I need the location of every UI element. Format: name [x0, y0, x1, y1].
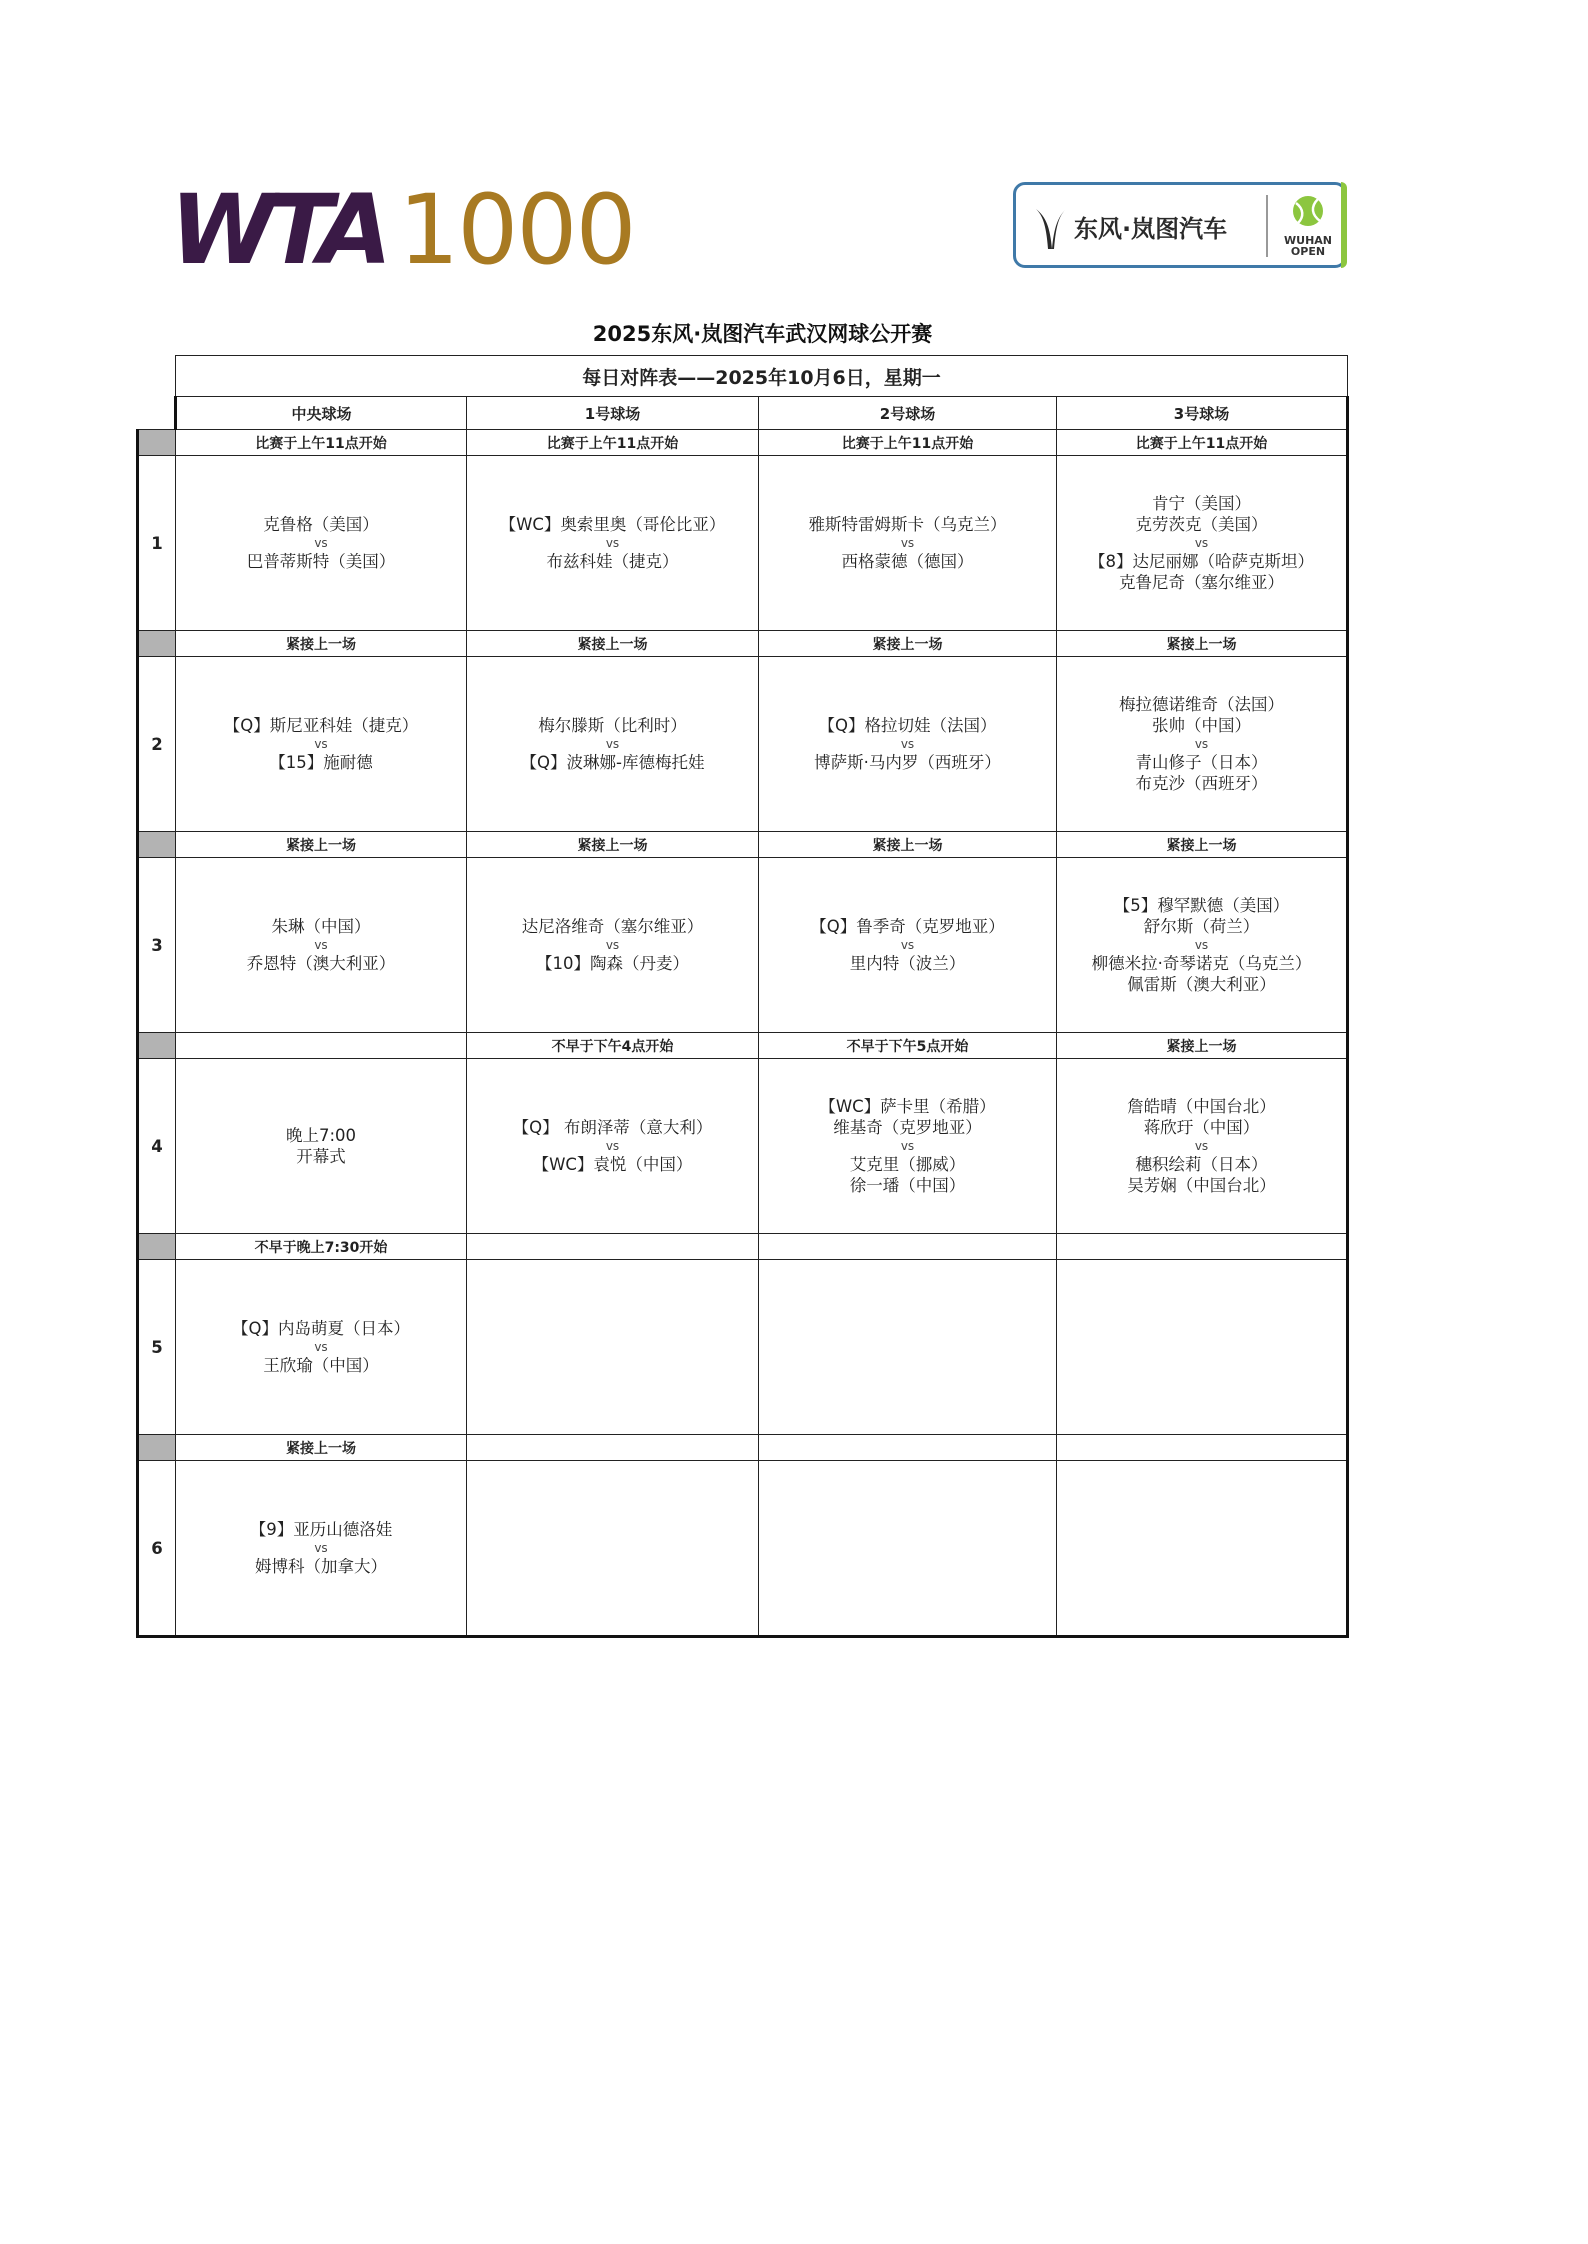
- player-name: 【Q】 布朗泽蒂（意大利）: [512, 1118, 713, 1137]
- vs-label: vs: [605, 536, 620, 550]
- court-header-row: [138, 397, 1348, 430]
- match-cell-3: [1057, 456, 1348, 631]
- start-time-2: [759, 1435, 1057, 1461]
- vs-label: vs: [605, 938, 620, 952]
- player-name: 【15】施耐德: [269, 753, 373, 772]
- time-row: [138, 631, 1348, 657]
- match-cell-centre: [176, 456, 467, 631]
- court-header-1: 1号球场: [467, 397, 759, 430]
- player-name: 【8】达尼丽娜（哈萨克斯坦）: [1089, 552, 1314, 571]
- vs-label: vs: [900, 737, 915, 751]
- vs-label: vs: [900, 938, 915, 952]
- start-time-3: 紧接上一场: [1057, 832, 1348, 858]
- match-cell-2: [759, 1260, 1057, 1435]
- match-order-number: 5: [138, 1260, 176, 1435]
- player-name: 晚上7:00: [285, 1126, 357, 1145]
- gray-index-cell: [138, 1234, 176, 1260]
- time-row: [138, 430, 1348, 456]
- start-time-centre: 紧接上一场: [176, 631, 467, 657]
- logo-1000-text: 1000: [398, 174, 635, 286]
- player-name: 里内特（波兰）: [849, 954, 966, 973]
- time-row: [138, 1234, 1348, 1260]
- player-name: 徐一璠（中国）: [849, 1176, 966, 1195]
- start-time-3: 紧接上一场: [1057, 631, 1348, 657]
- sponsor-divider: [1266, 195, 1268, 257]
- start-time-2: [759, 1234, 1057, 1260]
- vs-label: vs: [314, 536, 328, 550]
- vs-label: vs: [314, 1340, 328, 1354]
- match-cell-centre: [176, 657, 467, 832]
- player-name: 克鲁格（美国）: [263, 515, 379, 534]
- match-order-number: 6: [138, 1461, 176, 1637]
- court-header-2: 2号球场: [759, 397, 1057, 430]
- player-name: 青山修子（日本）: [1135, 753, 1268, 772]
- player-name: 克鲁尼奇（塞尔维亚）: [1119, 573, 1284, 592]
- open-text: OPEN: [1290, 245, 1326, 258]
- player-name: 克劳茨克（美国）: [1135, 515, 1268, 534]
- time-row: [138, 1033, 1348, 1059]
- player-name: 吴芳娴（中国台北）: [1127, 1176, 1276, 1195]
- start-time-centre: 紧接上一场: [176, 832, 467, 858]
- event-title: 2025东风·岚图汽车武汉网球公开赛: [592, 322, 933, 346]
- match-order-number: 2: [138, 657, 176, 832]
- match-cell-2: [759, 456, 1057, 631]
- match-cell-1: [467, 456, 759, 631]
- gray-index-cell: [138, 832, 176, 858]
- player-name: 博萨斯·马内罗（西班牙）: [814, 753, 1001, 772]
- start-time-3: [1057, 1234, 1348, 1260]
- match-row: [138, 456, 1348, 631]
- player-name: 姆博科（加拿大）: [255, 1557, 387, 1576]
- player-name: 艾克里（挪威）: [849, 1155, 966, 1174]
- match-order-number: 3: [138, 858, 176, 1033]
- sponsor-accent-bar: [1341, 182, 1347, 268]
- match-cell-1: [467, 858, 759, 1033]
- start-time-1: [467, 1435, 759, 1461]
- player-name: 【WC】萨卡里（希腊）: [819, 1097, 996, 1116]
- match-cell-3: [1057, 657, 1348, 832]
- start-time-2: 不早于下午5点开始: [759, 1033, 1057, 1059]
- gray-index-cell: [138, 430, 176, 456]
- vs-label: vs: [1194, 1139, 1209, 1153]
- court-header-centre: 中央球场: [176, 397, 467, 430]
- player-name: 朱琳（中国）: [271, 917, 371, 936]
- player-name: 张帅（中国）: [1152, 716, 1251, 735]
- match-row: [138, 657, 1348, 832]
- player-name: 舒尔斯（荷兰）: [1143, 917, 1260, 936]
- match-cell-2: [759, 1059, 1057, 1234]
- start-time-3: [1057, 1435, 1348, 1461]
- match-cell-centre: [176, 1461, 467, 1637]
- match-row: [138, 858, 1348, 1033]
- dongfeng-mark-icon: [1034, 205, 1068, 251]
- wta-1000-logo: [170, 174, 635, 286]
- player-name: 【Q】内岛萌夏（日本）: [232, 1319, 410, 1338]
- gray-index-cell: [138, 631, 176, 657]
- player-name: 佩雷斯（澳大利亚）: [1127, 975, 1276, 994]
- player-name: 【Q】鲁季奇（克罗地亚）: [810, 917, 1005, 936]
- time-row: [138, 832, 1348, 858]
- player-name: 【Q】斯尼亚科娃（捷克）: [223, 716, 419, 735]
- match-row: [138, 1059, 1348, 1234]
- vs-label: vs: [1194, 938, 1209, 952]
- wuhan-text: WUHAN: [1284, 234, 1332, 247]
- start-time-2: 紧接上一场: [759, 832, 1057, 858]
- player-name: 【Q】格拉切娃（法国）: [818, 716, 997, 735]
- player-name: 达尼洛维奇（塞尔维亚）: [521, 917, 704, 936]
- start-time-1: 紧接上一场: [467, 832, 759, 858]
- player-name: 穗积绘莉（日本）: [1135, 1155, 1268, 1174]
- sponsor-logo: [1013, 182, 1347, 268]
- match-cell-3: [1057, 1260, 1348, 1435]
- match-cell-1: [467, 1260, 759, 1435]
- match-row: [138, 1260, 1348, 1435]
- court-header-3: 3号球场: [1057, 397, 1348, 430]
- player-name: 柳德米拉·奇琴诺克（乌克兰）: [1091, 954, 1312, 973]
- player-name: 【WC】袁悦（中国）: [532, 1155, 693, 1174]
- player-name: 肯宁（美国）: [1152, 494, 1251, 513]
- match-cell-centre: [176, 858, 467, 1033]
- match-cell-2: [759, 858, 1057, 1033]
- match-order-number: 4: [138, 1059, 176, 1234]
- player-name: 西格蒙德（德国）: [841, 552, 974, 571]
- vs-label: vs: [314, 1541, 328, 1555]
- match-cell-1: [467, 1059, 759, 1234]
- match-cell-centre: [176, 1260, 467, 1435]
- player-name: 巴普蒂斯特（美国）: [246, 552, 396, 571]
- player-name: 开幕式: [296, 1147, 346, 1166]
- schedule-table: [136, 355, 1349, 1638]
- player-name: 布兹科娃（捷克）: [546, 552, 679, 571]
- start-time-centre: 紧接上一场: [176, 1435, 467, 1461]
- player-name: 维基奇（克罗地亚）: [833, 1118, 982, 1137]
- start-time-1: [467, 1234, 759, 1260]
- player-name: 【WC】奥索里奥（哥伦比亚）: [499, 515, 726, 534]
- start-time-3: 紧接上一场: [1057, 1033, 1348, 1059]
- blank-cell: [138, 356, 176, 397]
- vs-label: vs: [1194, 737, 1209, 751]
- start-time-1: 比赛于上午11点开始: [467, 430, 759, 456]
- gray-index-cell: [138, 1033, 176, 1059]
- gray-index-cell: [138, 1435, 176, 1461]
- start-time-2: 比赛于上午11点开始: [759, 430, 1057, 456]
- blank-cell: [138, 397, 176, 430]
- vs-label: vs: [900, 536, 915, 550]
- vs-label: vs: [314, 938, 328, 952]
- start-time-2: 紧接上一场: [759, 631, 1057, 657]
- match-cell-centre: [176, 1059, 467, 1234]
- match-cell-2: [759, 1461, 1057, 1637]
- match-cell-3: [1057, 1461, 1348, 1637]
- start-time-1: 紧接上一场: [467, 631, 759, 657]
- wuhan-open-logo: [1274, 191, 1342, 263]
- start-time-1: 不早于下午4点开始: [467, 1033, 759, 1059]
- match-cell-2: [759, 657, 1057, 832]
- player-name: 【9】亚历山德洛娃: [249, 1520, 393, 1539]
- tennis-ball-icon: [1288, 191, 1328, 231]
- start-time-centre: 比赛于上午11点开始: [176, 430, 467, 456]
- match-order-number: 1: [138, 456, 176, 631]
- player-name: 詹皓晴（中国台北）: [1127, 1097, 1276, 1116]
- vs-label: vs: [314, 737, 328, 751]
- player-name: 【10】陶森（丹麦）: [536, 954, 689, 973]
- vs-label: vs: [605, 1139, 620, 1153]
- wta-logo-text: WTA: [170, 174, 385, 286]
- vs-label: vs: [1194, 536, 1209, 550]
- match-row: [138, 1461, 1348, 1637]
- player-name: 蒋欣玗（中国）: [1143, 1118, 1260, 1137]
- match-cell-3: [1057, 858, 1348, 1033]
- time-row: [138, 1435, 1348, 1461]
- player-name: 梅尔滕斯（比利时）: [538, 716, 687, 735]
- player-name: 布克沙（西班牙）: [1135, 774, 1268, 793]
- start-time-centre: [176, 1033, 467, 1059]
- player-name: 雅斯特雷姆斯卡（乌克兰）: [808, 515, 1007, 534]
- start-time-3: 比赛于上午11点开始: [1057, 430, 1348, 456]
- player-name: 王欣瑜（中国）: [263, 1356, 379, 1375]
- match-cell-1: [467, 657, 759, 832]
- sponsor-brand-name: 东风·岚图汽车: [1074, 215, 1228, 243]
- player-name: 【5】穆罕默德（美国）: [1113, 896, 1290, 915]
- start-time-centre: 不早于晚上7:30开始: [176, 1234, 467, 1260]
- player-name: 乔恩特（澳大利亚）: [246, 954, 396, 973]
- vs-label: vs: [605, 737, 620, 751]
- match-cell-1: [467, 1461, 759, 1637]
- player-name: 梅拉德诺维奇（法国）: [1119, 695, 1284, 714]
- subtitle-row: [138, 356, 1348, 397]
- player-name: 【Q】波琳娜-库德梅托娃: [520, 753, 705, 772]
- match-cell-3: [1057, 1059, 1348, 1234]
- vs-label: vs: [900, 1139, 915, 1153]
- schedule-subtitle: 每日对阵表——2025年10月6日，星期一: [176, 356, 1348, 397]
